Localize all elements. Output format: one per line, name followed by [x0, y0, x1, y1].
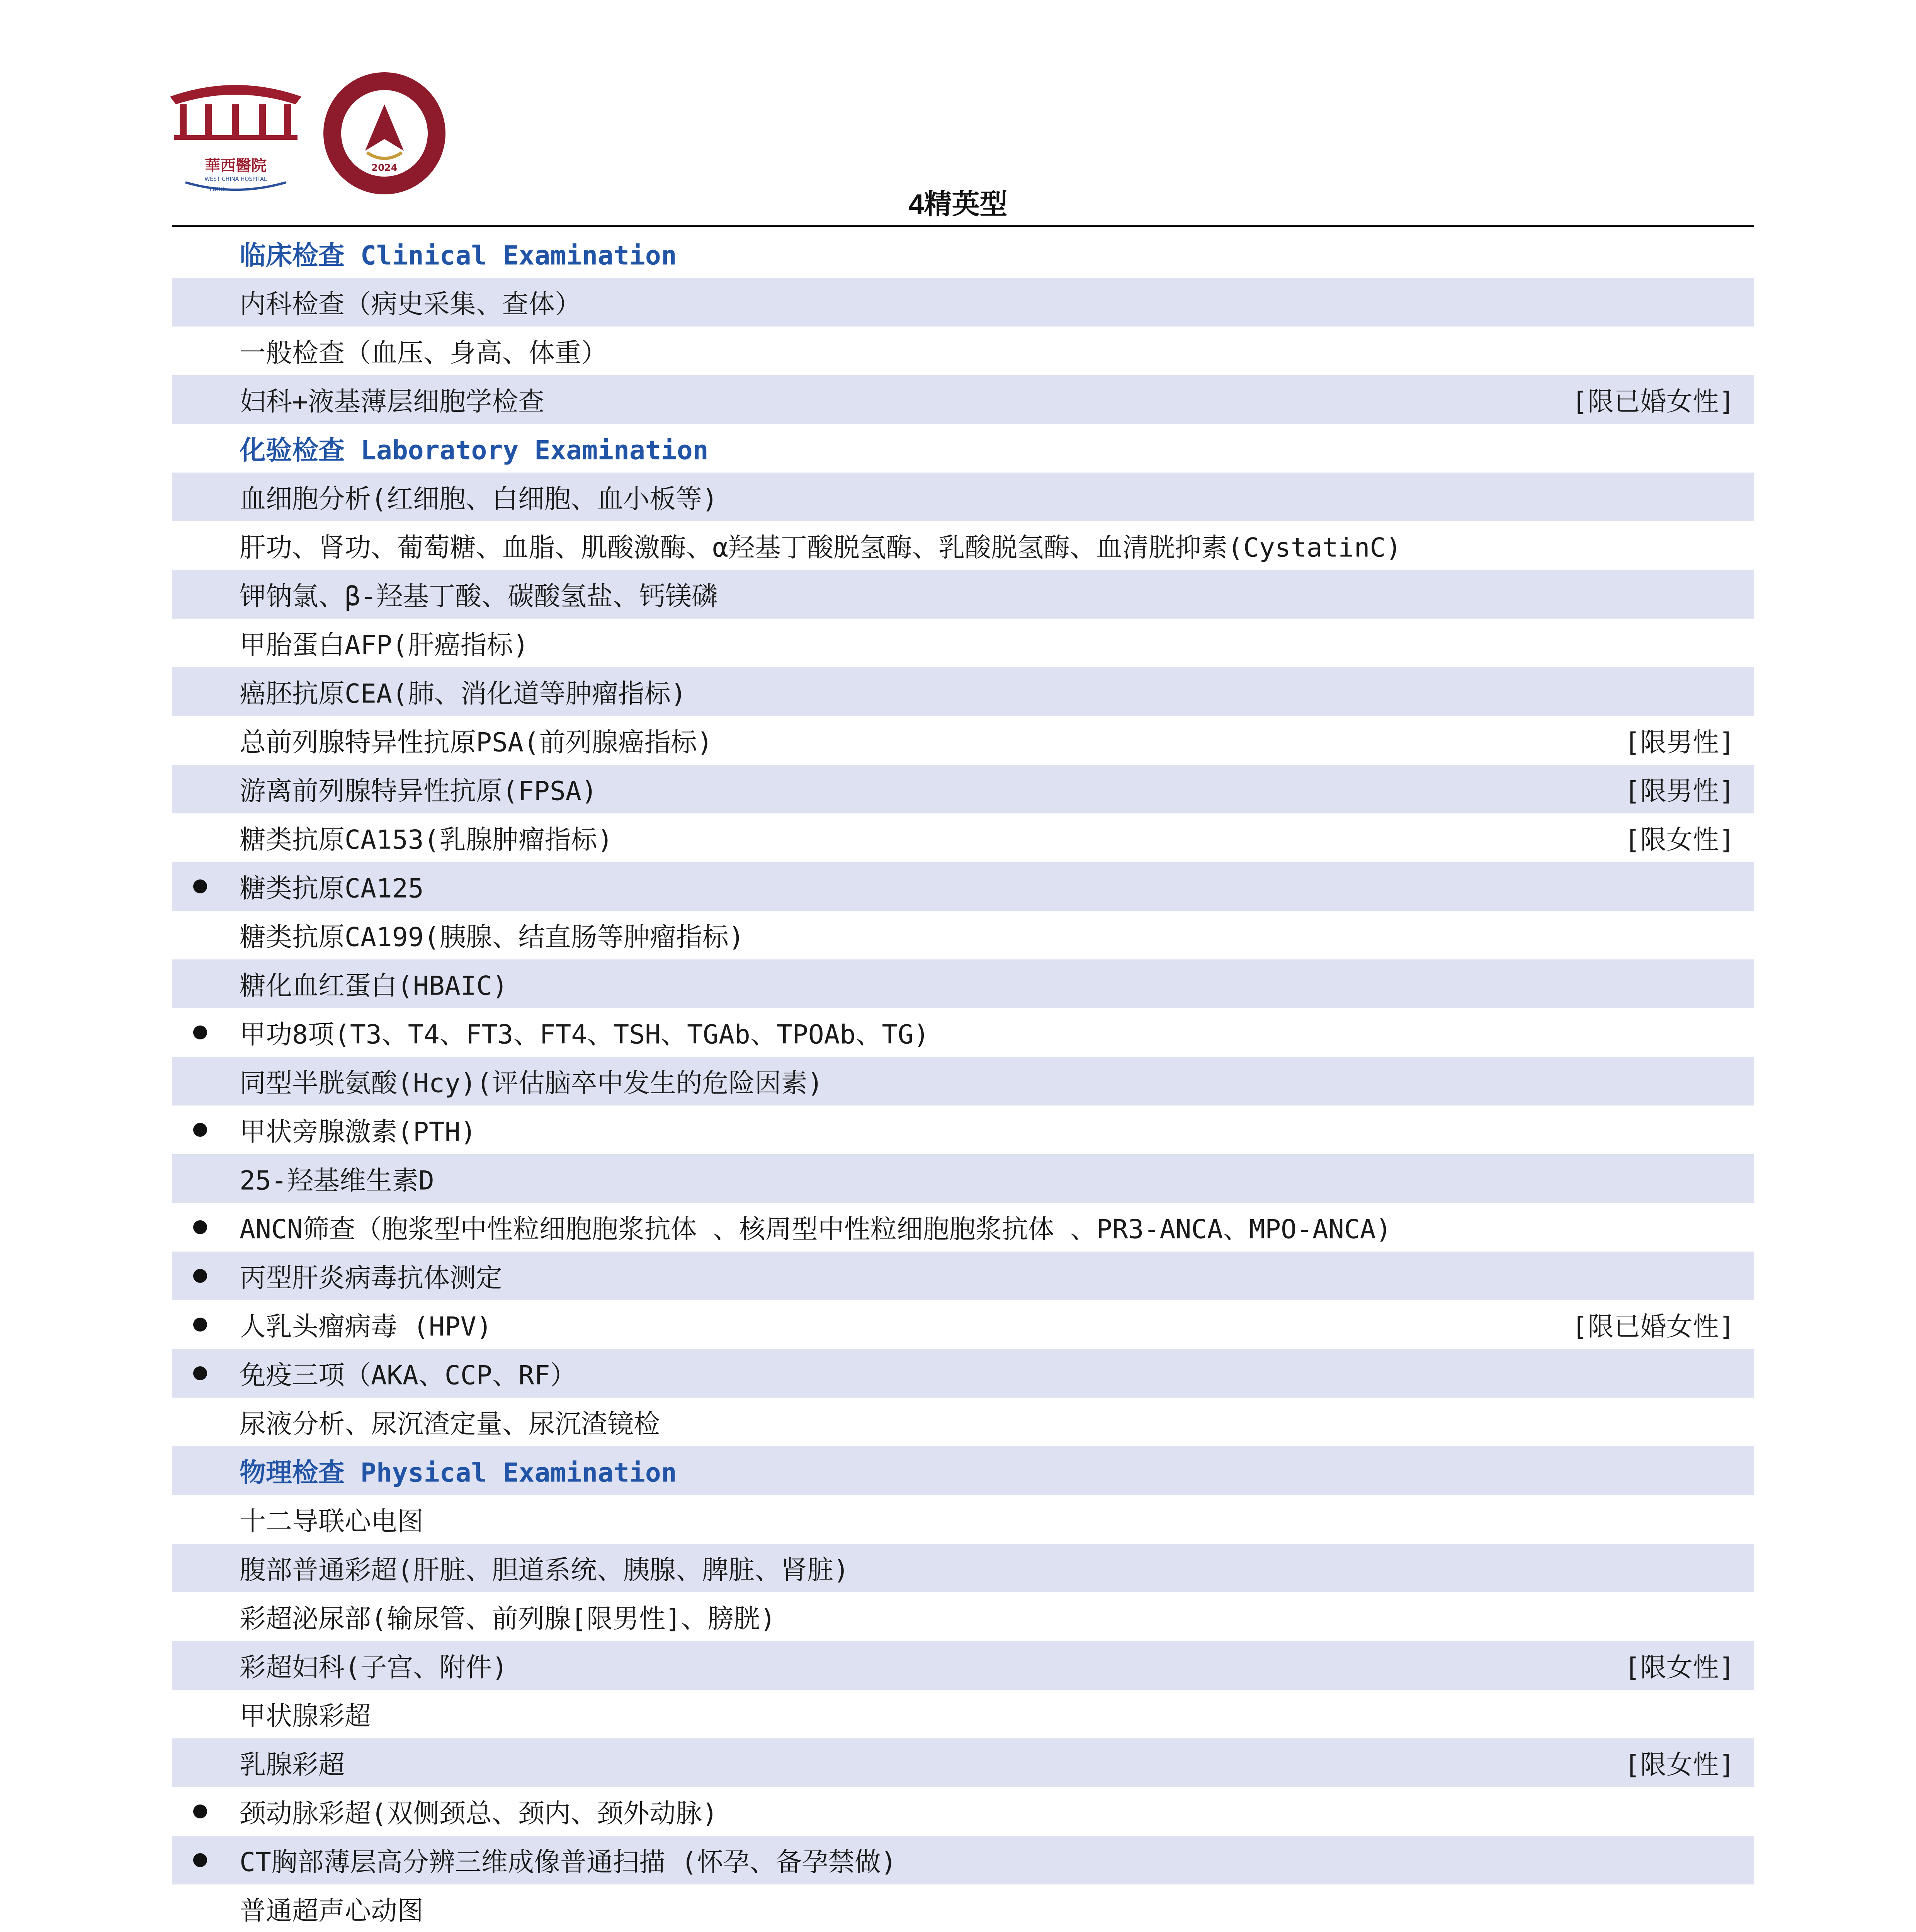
svg-text:WEST CHINA HOSPITAL: WEST CHINA HOSPITAL	[204, 176, 267, 182]
section-header	[172, 1446, 1754, 1495]
exam-item-label: 同型半胱氨酸(Hcy)(评估脑卒中发生的危险因素)	[240, 1068, 823, 1099]
exam-item-label: CT胸部薄层高分辨三维成像普通扫描 (怀孕、备孕禁做)	[240, 1847, 897, 1878]
exam-item-label: 乳腺彩超	[240, 1750, 345, 1781]
exam-item-row	[172, 473, 1754, 521]
exam-item-row	[172, 1690, 1754, 1738]
exam-item-label: 糖化血红蛋白(HBAIC)	[240, 971, 508, 1002]
restriction-note: [限男性]	[1624, 776, 1735, 807]
exam-item-row	[172, 765, 1754, 813]
exam-item-label: 游离前列腺特异性抗原(FPSA)	[240, 776, 597, 807]
exam-item-row	[172, 1592, 1754, 1641]
restriction-note: [限女性]	[1624, 825, 1735, 855]
exam-item-label: 总前列腺特异性抗原PSA(前列腺癌指标)	[240, 727, 713, 758]
bullet-icon	[193, 1026, 207, 1039]
svg-text:2024: 2024	[371, 162, 398, 173]
exam-item-row	[172, 813, 1754, 862]
exam-item-row	[172, 862, 1754, 911]
section-title: 物理检查 Physical Examination	[240, 1458, 677, 1488]
exam-item-row	[172, 570, 1754, 619]
exam-item-row	[172, 1738, 1754, 1787]
exam-item-label: 妇科+液基薄层细胞学检查	[240, 386, 544, 417]
restriction-note: [限已婚女性]	[1572, 1311, 1735, 1342]
exam-item-row	[172, 327, 1754, 375]
exam-item-label: 糖类抗原CA125	[240, 873, 424, 904]
exam-item-row	[172, 278, 1754, 327]
exam-item-row	[172, 959, 1754, 1008]
bullet-icon	[193, 1804, 207, 1818]
exam-item-label: 免疫三项（AKA、CCP、RF）	[240, 1360, 576, 1391]
exam-item-row	[172, 1349, 1754, 1398]
exam-item-label: 25-羟基维生素D	[240, 1165, 434, 1196]
exam-item-row	[172, 375, 1754, 424]
exam-item-label: 一般检查（血压、身高、体重）	[240, 338, 608, 369]
exam-item-row	[172, 1544, 1754, 1592]
exam-item-label: 彩超妇科(子宫、附件)	[240, 1652, 508, 1683]
exam-item-row	[172, 1203, 1754, 1252]
exam-item-row	[172, 1787, 1754, 1836]
exam-item-row	[172, 1252, 1754, 1300]
exam-item-row	[172, 1105, 1754, 1154]
exam-item-label: 甲功8项(T3、T4、FT3、FT4、TSH、TGAb、TPOAb、TG)	[240, 1019, 930, 1050]
exam-item-row	[172, 1300, 1754, 1349]
bullet-icon	[193, 879, 207, 893]
restriction-note: [限女性]	[1624, 1750, 1735, 1781]
exam-item-row	[172, 1008, 1754, 1057]
title-divider	[172, 225, 1754, 227]
restriction-note: [限女性]	[1624, 1652, 1735, 1683]
exam-item-label: 钾钠氯、β-羟基丁酸、碳酸氢盐、钙镁磷	[240, 581, 718, 612]
bullet-icon	[193, 1853, 207, 1867]
exam-item-label: 十二导联心电图	[240, 1506, 424, 1537]
exam-item-row	[172, 1057, 1754, 1105]
exam-item-label: ANCN筛查（胞浆型中性粒细胞胞浆抗体 、核周型中性粒细胞胞浆抗体 、PR3-ANCA、MPO-ANCA)	[240, 1214, 1392, 1245]
exam-item-label: 尿液分析、尿沉渣定量、尿沉渣镜检	[240, 1409, 660, 1440]
section-title: 化验检查 Laboratory Examination	[240, 435, 709, 466]
bullet-icon	[193, 1366, 207, 1380]
section-title: 临床检查 Clinical Examination	[240, 240, 677, 271]
exam-item-label: 腹部普通彩超(肝脏、胆道系统、胰腺、脾脏、肾脏)	[240, 1555, 849, 1586]
exam-item-row	[172, 1154, 1754, 1203]
exam-item-row	[172, 1836, 1754, 1884]
exam-item-row	[172, 1398, 1754, 1446]
exam-item-label: 颈动脉彩超(双侧颈总、颈内、颈外动脉)	[240, 1798, 718, 1829]
bullet-icon	[193, 1318, 207, 1332]
exam-item-row	[172, 619, 1754, 667]
exam-item-row	[172, 1641, 1754, 1690]
exam-item-row	[172, 667, 1754, 716]
exam-item-row	[172, 716, 1754, 765]
exam-item-row	[172, 1884, 1754, 1932]
exam-item-label: 肝功、肾功、葡萄糖、血脂、肌酸激酶、α羟基丁酸脱氢酶、乳酸脱氢酶、血清胱抑素(CystatinC)	[240, 532, 1402, 563]
exam-item-label: 甲状腺彩超	[240, 1701, 371, 1732]
exam-item-label: 糖类抗原CA199(胰腺、结直肠等肿瘤指标)	[240, 922, 745, 953]
exam-item-label: 彩超泌尿部(输尿管、前列腺[限男性]、膀胱)	[240, 1604, 776, 1634]
restriction-note: [限男性]	[1624, 727, 1735, 758]
exam-item-label: 血细胞分析(红细胞、白细胞、血小板等)	[240, 484, 718, 515]
section-header	[172, 229, 1754, 278]
restriction-note: [限已婚女性]	[1572, 386, 1735, 417]
svg-text:1892: 1892	[209, 185, 224, 193]
exam-item-label: 甲胎蛋白AFP(肝癌指标)	[240, 630, 529, 661]
exam-item-label: 甲状旁腺激素(PTH)	[240, 1117, 476, 1148]
exam-item-label: 人乳头瘤病毒 (HPV)	[240, 1311, 492, 1342]
document-title: 4精英型	[908, 189, 1008, 220]
bullet-icon	[193, 1123, 207, 1137]
exam-item-label: 糖类抗原CA153(乳腺肿瘤指标)	[240, 825, 613, 855]
exam-item-label: 普通超声心动图	[240, 1896, 424, 1927]
exam-item-label: 癌胚抗原CEA(肺、消化道等肿瘤指标)	[240, 679, 687, 709]
exam-item-row	[172, 521, 1754, 570]
west-china-hospital-logo	[162, 70, 309, 193]
university-seal-logo	[321, 70, 448, 197]
bullet-icon	[193, 1220, 207, 1234]
exam-item-row	[172, 911, 1754, 959]
exam-item-list	[172, 229, 1754, 1932]
exam-item-row	[172, 1495, 1754, 1544]
exam-item-label: 内科检查（病史采集、查体）	[240, 289, 581, 320]
section-header	[172, 424, 1754, 473]
exam-item-label: 丙型肝炎病毒抗体测定	[240, 1263, 503, 1294]
bullet-icon	[193, 1269, 207, 1283]
svg-text:華西醫院: 華西醫院	[205, 156, 267, 175]
